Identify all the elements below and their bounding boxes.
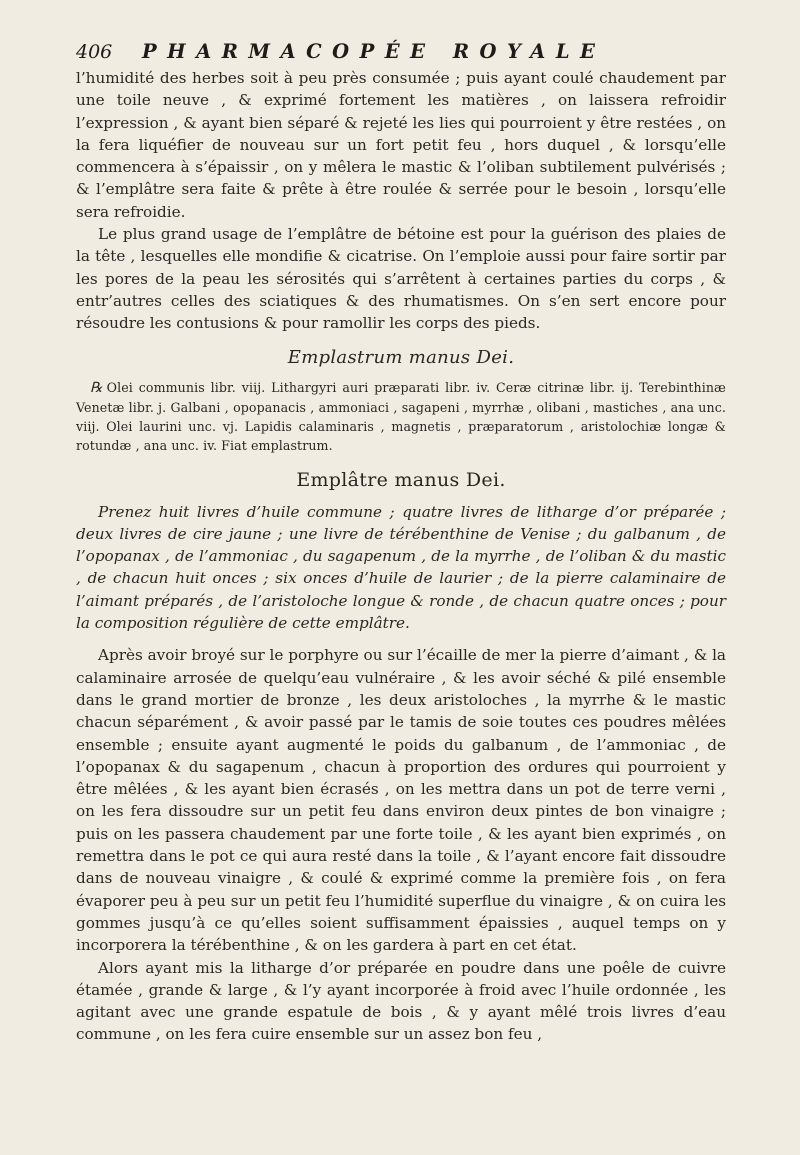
latin-recipe-text: Olei communis libr. viij. Lithargyri auri præparati libr. iv. Ceræ citrinæ libr. ij. Terebinthinæ Venetæ libr. j. Galbani , opopanacis , ammoniaci , sagapeni , myrrhæ , olibani , mastiches , ana unc. viij. Olei laurini unc. vj. Lapidis calaminaris , magnetis , præparatorum , aristolochiæ longæ & rotundæ , ana unc. iv. Fiat emplastrum.: [76, 379, 726, 453]
heading-latin: Emplastrum manus Dei.: [287, 346, 515, 368]
page-number: 406: [76, 41, 113, 63]
french-recipe: Prenez huit livres d’huile commune ; quatre livres de litharge d’or préparée ; deux livres de cire jaune ; une livre de térébenthine de Venise ; du galbanum , de l’opopanax , de l’ammoniac , du sagapenum , de la myrrhe , de l’oliban & du mastic , de chacun huit onces ; six onces d’huile de laurier ; de la pierre calaminaire de l’aimant préparés , de l’aristoloche longue & ronde , de chacun quatre onces ; pour la composition régulière de cette emplâtre.: [76, 502, 726, 633]
heading-french: Emplâtre manus Dei.: [296, 468, 506, 491]
paragraph-3: Après avoir broyé sur le porphyre ou sur l’écaille de mer la pierre d’aimant , & la calaminaire arrosée de quelqu’eau vulnéraire , & les avoir séché & pilé ensemble dans le grand mortier de bronze , les deux aristoloches , la myrrhe & le mastic chacun séparément , & avoir passé par le tamis de soie toutes ces poudres mêlées ensemble ; ensuite ayant augmenté le poids du galbanum , de l’ammoniac , de l’opopanax & du sagapenum , chacun à proportion des ordures qui pourroient y être mêlées , & les ayant bien écrasés , on les mettra dans un pot de terre verni , on les fera dissoudre sur un petit feu dans environ deux pintes de bon vinaigre ; puis on les passera chaudement par une forte toile , & les ayant bien exprimés , on remettra dans le pot ce qui aura resté dans la toile , & l’ayant encore fait dissoudre dans de nouveau vinaigre , & coulé & exprimé comme la première fois , on fera évaporer peu à peu sur un petit feu l’humidité superflue du vinaigre , & on cuira les gommes jusqu’à ce qu’elles soient suffisamment épaissies , auquel temps on y incorporera la térébenthine , & on les gardera à part en cet état.: [76, 646, 726, 955]
paragraph-4: Alors ayant mis la litharge d’or préparée en poudre dans une poêle de cuivre étamée , grande & large , & l’y ayant incorporée à froid avec l’huile ordonnée , les agitant avec une grande espatule de bois , & y ayant mêlé trois livres d’eau commune , on les fera cuire ensemble sur un assez bon feu ,: [76, 958, 726, 1044]
latin-recipe: [76, 378, 726, 455]
page-header: [76, 40, 726, 63]
paragraph-1: l’humidité des herbes soit à peu près consumée ; puis ayant coulé chaudement par une toile neuve , & exprimé fortement les matières , on laissera refroidir l’expression , & ayant bien séparé & rejeté les lies qui pourroient y être restées , on la fera liquéfier de nouveau sur un fort petit feu , hors duquel , & lorsqu’elle commencera à s’épaissir , on y mêlera le mastic & l’oliban subtilement pulvérisés ; & l’emplâtre sera faite & prête à être roulée & serrée pour le besoin , lorsqu’elle sera refroidie.: [76, 69, 726, 221]
paragraph-2: Le plus grand usage de l’emplâtre de bétoine est pour la guérison des plaies de la tête , lesquelles elle mondifie & cicatrise. On l’emploie aussi pour faire sortir par les pores de la peau les sérosités qui s’arrêtent à certaines parties du corps , & entr’autres celles des sciatiques & des rhumatismes. On s’en sert encore pour résoudre les contusions & pour ramollir les corps des pieds.: [76, 225, 726, 333]
recipe-symbol: ℞: [90, 379, 103, 396]
running-title: PHARMACOPÉE ROYALE: [142, 40, 606, 63]
